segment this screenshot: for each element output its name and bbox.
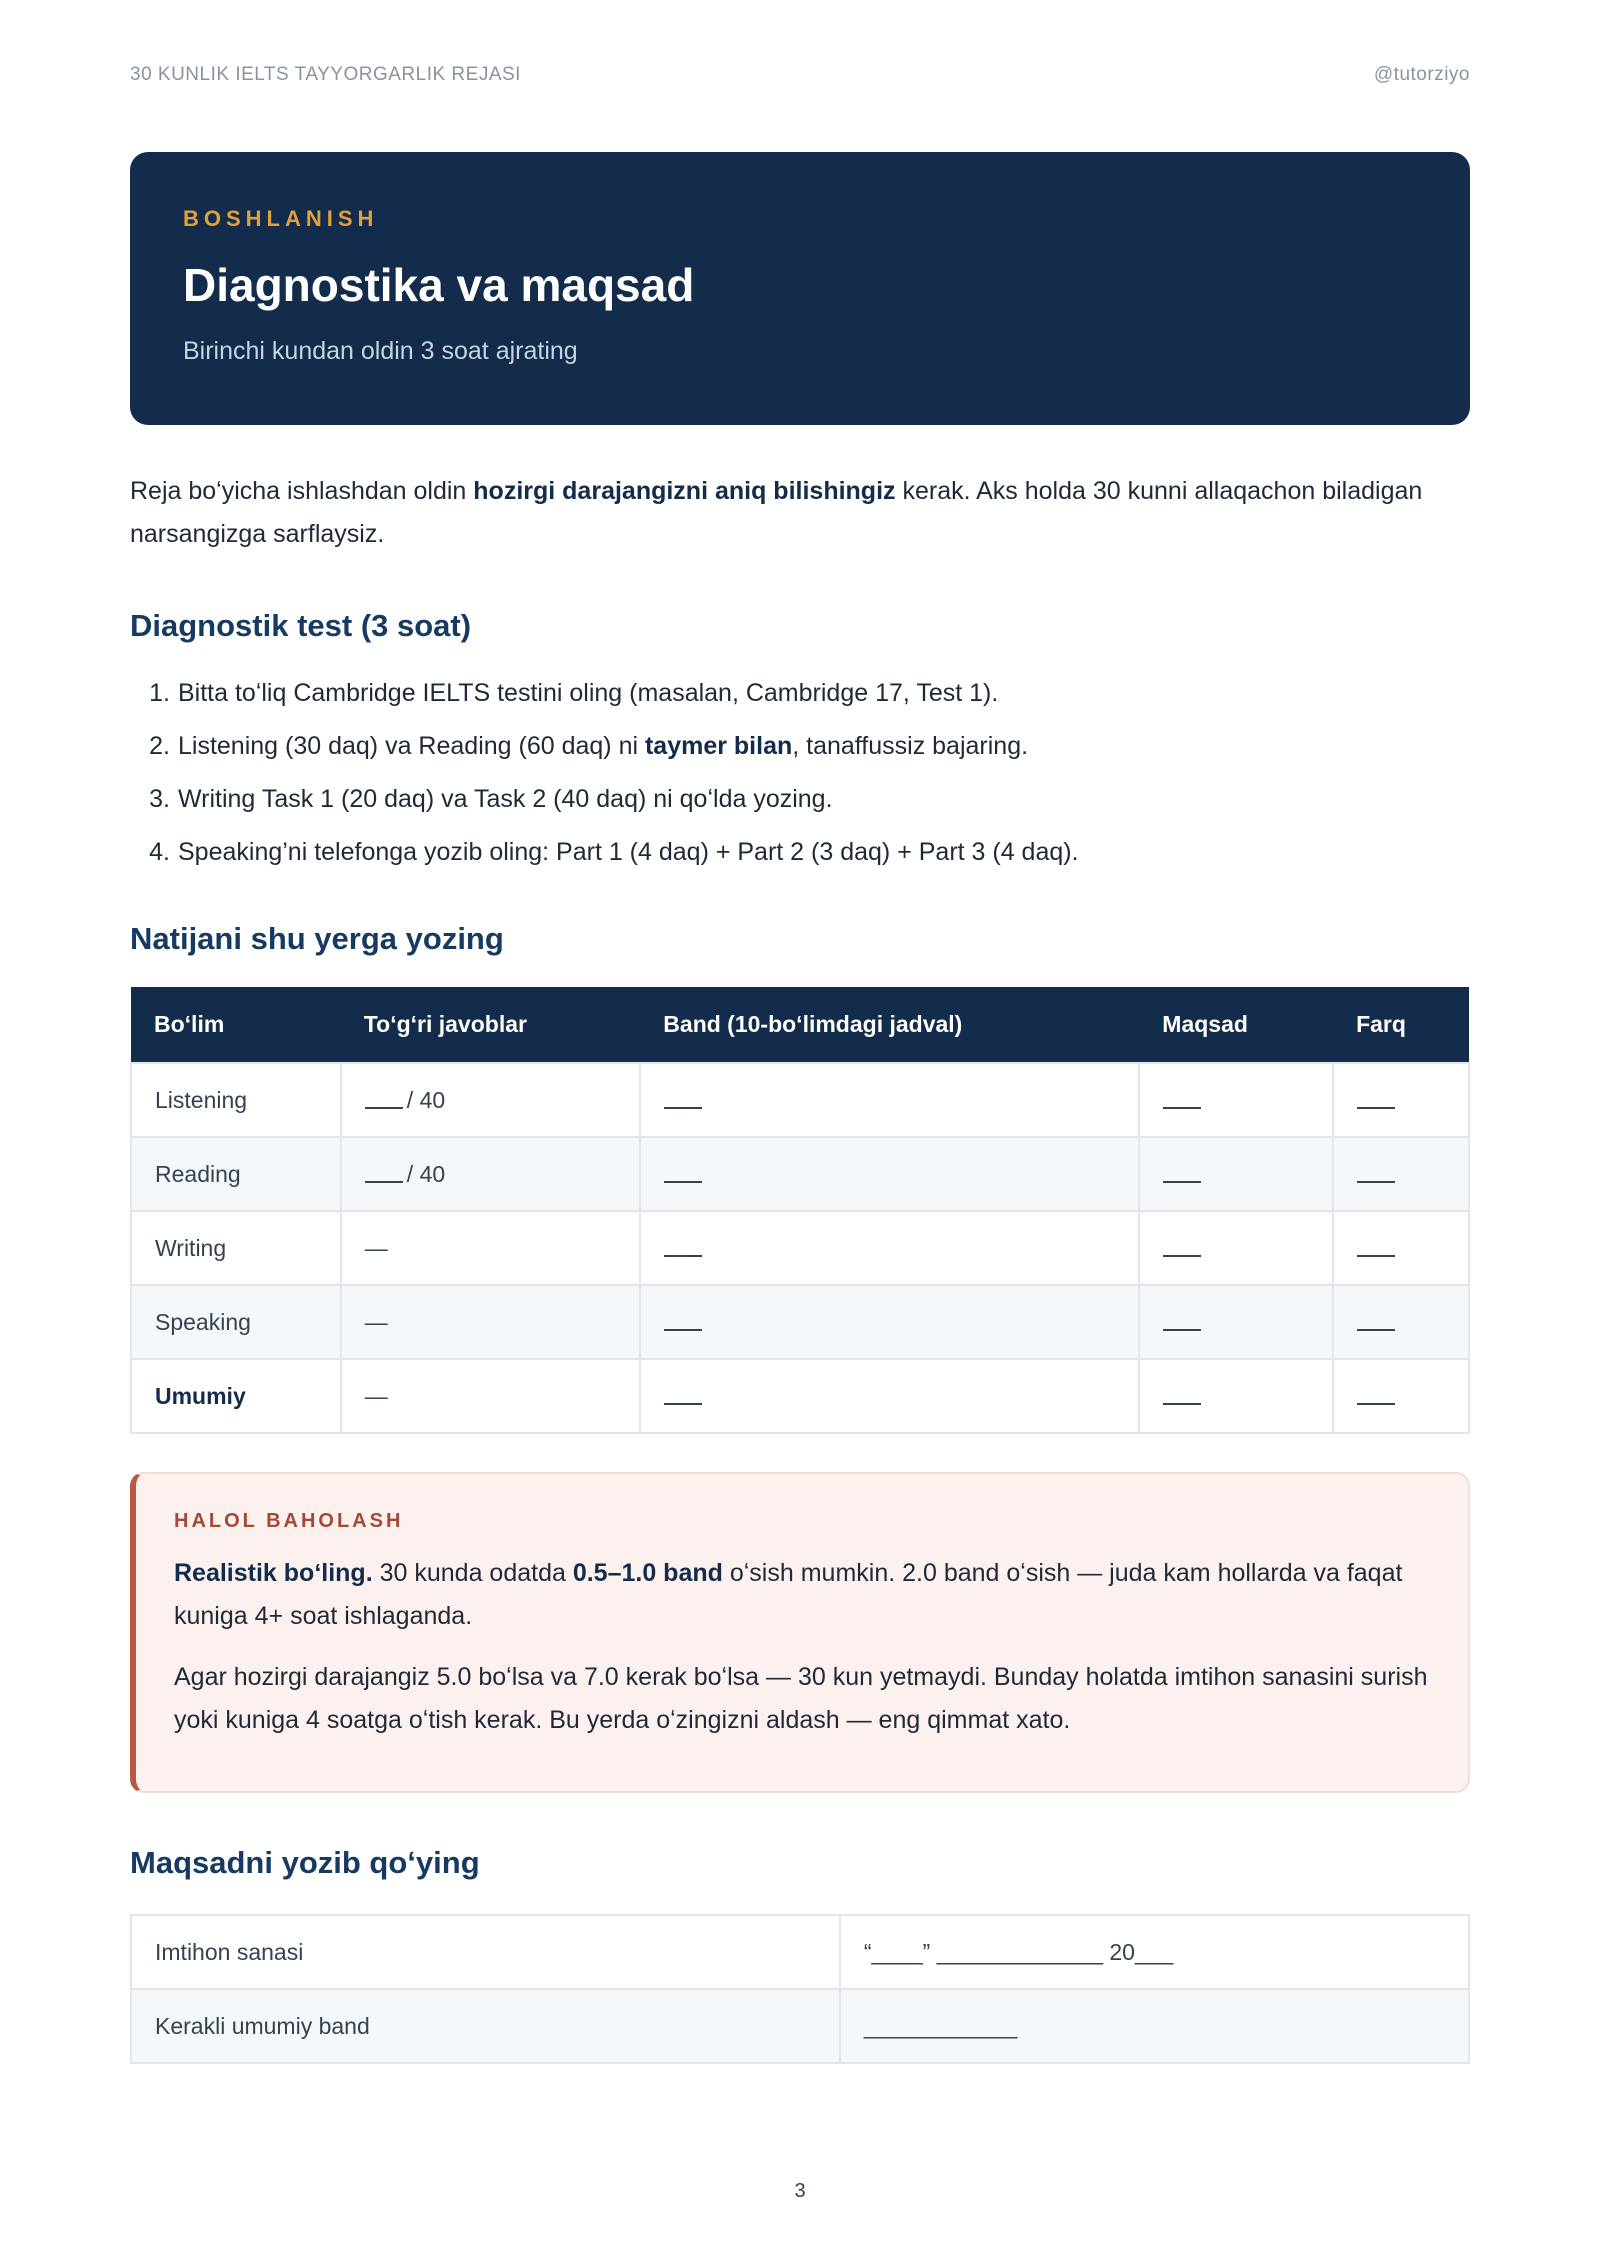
blank-line xyxy=(1163,1315,1201,1331)
blank-line xyxy=(1357,1241,1395,1257)
correct-answers-cell[interactable] xyxy=(341,1063,641,1137)
difference-cell[interactable] xyxy=(1333,1063,1469,1137)
correct-answers-cell xyxy=(341,1211,641,1285)
intro-text: Reja boʻyicha ishlashdan oldin xyxy=(130,477,474,505)
list-item xyxy=(130,773,1470,826)
table-header-row xyxy=(131,987,1469,1063)
correct-answers-cell xyxy=(341,1359,641,1433)
column-header: Toʻgʻri javoblar xyxy=(341,987,641,1063)
blank-line xyxy=(664,1167,702,1183)
diagnostic-steps xyxy=(130,667,1470,879)
blank-line xyxy=(1163,1241,1201,1257)
banner-kicker: BOSHLANISH xyxy=(183,206,379,231)
step-text-end: , tanaffussiz bajaring. xyxy=(792,732,1029,760)
difference-cell[interactable] xyxy=(1333,1285,1469,1359)
difference-cell[interactable] xyxy=(1333,1359,1469,1433)
blank-line xyxy=(1357,1167,1395,1183)
table-row xyxy=(131,1063,1469,1137)
table-row xyxy=(131,1359,1469,1433)
section-cell: Listening xyxy=(131,1063,341,1137)
blank-line xyxy=(664,1315,702,1331)
honest-assessment-callout xyxy=(130,1472,1470,1793)
intro-text-end: kerak. Aks holda 30 kunni allaqachon biladigan narsangizga sarflaysiz. xyxy=(130,477,1423,548)
blank-line xyxy=(1357,1389,1395,1405)
callout-paragraph-2: Agar hozirgi darajangiz 5.0 boʻlsa va 7.0 kerak boʻlsa — 30 kun yetmaydi. Bunday holatda imtihon sanasini surish yoki kuniga 4 soatga oʻtish kerak. Bu yerda oʻzingizni aldash — eng qimmat xato. xyxy=(174,1663,1428,1734)
step-text: Listening (30 daq) va Reading (60 daq) ni xyxy=(178,732,645,760)
blank-line xyxy=(664,1389,702,1405)
column-header: Maqsad xyxy=(1139,987,1333,1063)
step-number: 3. xyxy=(149,785,170,813)
goal-table xyxy=(130,1914,1470,2064)
table-row xyxy=(131,1137,1469,1211)
target-cell[interactable] xyxy=(1139,1285,1333,1359)
blank-line xyxy=(664,1241,702,1257)
list-item xyxy=(130,720,1470,773)
blank-line xyxy=(1163,1093,1201,1109)
difference-cell[interactable] xyxy=(1333,1137,1469,1211)
column-header: Farq xyxy=(1333,987,1469,1063)
target-cell[interactable] xyxy=(1139,1063,1333,1137)
callout-emphasis: Realistik boʻling. xyxy=(174,1559,373,1587)
step-text: Bitta toʻliq Cambridge IELTS testini oling (masalan, Cambridge 17, Test 1). xyxy=(178,679,999,707)
goal-label: Kerakli umumiy band xyxy=(131,1989,840,2063)
blank-line xyxy=(365,1093,403,1109)
document-title: 30 KUNLIK IELTS TAYYORGARLIK REJASI xyxy=(130,64,521,85)
band-cell[interactable] xyxy=(640,1211,1139,1285)
correct-suffix: / 40 xyxy=(406,1086,446,1113)
banner-subtitle: Birinchi kundan oldin 3 soat ajrating xyxy=(183,337,578,365)
band-cell[interactable] xyxy=(640,1063,1139,1137)
table-row xyxy=(131,1915,1469,1989)
exam-date-field[interactable]: “____” _____________ 20___ xyxy=(840,1915,1469,1989)
step-number: 2. xyxy=(149,732,170,760)
correct-answers-cell xyxy=(341,1285,641,1359)
table-row xyxy=(131,1989,1469,2063)
callout-paragraph-1 xyxy=(174,1552,1428,1638)
list-item xyxy=(130,826,1470,879)
target-cell[interactable] xyxy=(1139,1211,1333,1285)
section-cell: Reading xyxy=(131,1137,341,1211)
step-number: 1. xyxy=(149,679,170,707)
goal-label: Imtihon sanasi xyxy=(131,1915,840,1989)
band-cell[interactable] xyxy=(640,1285,1139,1359)
table-row xyxy=(131,1285,1469,1359)
target-cell[interactable] xyxy=(1139,1137,1333,1211)
page-number: 3 xyxy=(794,2180,806,2202)
section-cell: Writing xyxy=(131,1211,341,1285)
target-cell[interactable] xyxy=(1139,1359,1333,1433)
step-number: 4. xyxy=(149,838,170,866)
step-text: Speaking’ni telefonga yozib oling: Part 1 (4 daq) + Part 2 (3 daq) + Part 3 (4 daq). xyxy=(178,838,1079,866)
blank-line xyxy=(365,1167,403,1183)
intro-paragraph xyxy=(130,470,1470,556)
blank-line xyxy=(1163,1389,1201,1405)
difference-cell[interactable] xyxy=(1333,1211,1469,1285)
column-header: Boʻlim xyxy=(131,987,341,1063)
blank-line xyxy=(1357,1093,1395,1109)
column-header: Band (10-boʻlimdagi jadval) xyxy=(640,987,1139,1063)
correct-dash: — xyxy=(364,1234,388,1261)
section-cell: Umumiy xyxy=(131,1359,341,1433)
list-item xyxy=(130,667,1470,720)
goal-heading: Maqsadni yozib qoʻying xyxy=(130,1845,480,1880)
intro-emphasis: hozirgi darajangizni aniq bilishingiz xyxy=(473,477,896,505)
correct-answers-cell[interactable] xyxy=(341,1137,641,1211)
band-cell[interactable] xyxy=(640,1137,1139,1211)
section-banner xyxy=(130,152,1470,425)
blank-line xyxy=(664,1093,702,1109)
blank-line xyxy=(1357,1315,1395,1331)
band-cell[interactable] xyxy=(640,1359,1139,1433)
correct-suffix: / 40 xyxy=(406,1160,446,1187)
callout-emphasis-band: 0.5–1.0 band xyxy=(572,1559,723,1587)
callout-text: 30 kunda odatda xyxy=(372,1559,573,1587)
target-band-field[interactable]: ____________ xyxy=(840,1989,1469,2063)
correct-dash: — xyxy=(364,1308,388,1335)
callout-kicker: HALOL BAHOLASH xyxy=(174,1510,404,1532)
results-table xyxy=(130,987,1470,1434)
correct-dash: — xyxy=(364,1382,388,1409)
blank-line xyxy=(1163,1167,1201,1183)
banner-title: Diagnostika va maqsad xyxy=(183,259,695,311)
step-emphasis: taymer bilan xyxy=(644,732,793,760)
step-text: Writing Task 1 (20 daq) va Task 2 (40 daq) ni qoʻlda yozing. xyxy=(178,785,833,813)
section-cell: Speaking xyxy=(131,1285,341,1359)
callout-text-end: oʻsish mumkin. 2.0 band oʻsish — juda kam hollarda va faqat kuniga 4+ soat ishlaganda. xyxy=(174,1559,1403,1630)
running-header xyxy=(130,64,1470,88)
table-row xyxy=(131,1211,1469,1285)
diagnostic-heading: Diagnostik test (3 soat) xyxy=(130,608,472,643)
results-heading: Natijani shu yerga yozing xyxy=(130,921,504,956)
author-handle: @tutorziyo xyxy=(1373,64,1470,85)
